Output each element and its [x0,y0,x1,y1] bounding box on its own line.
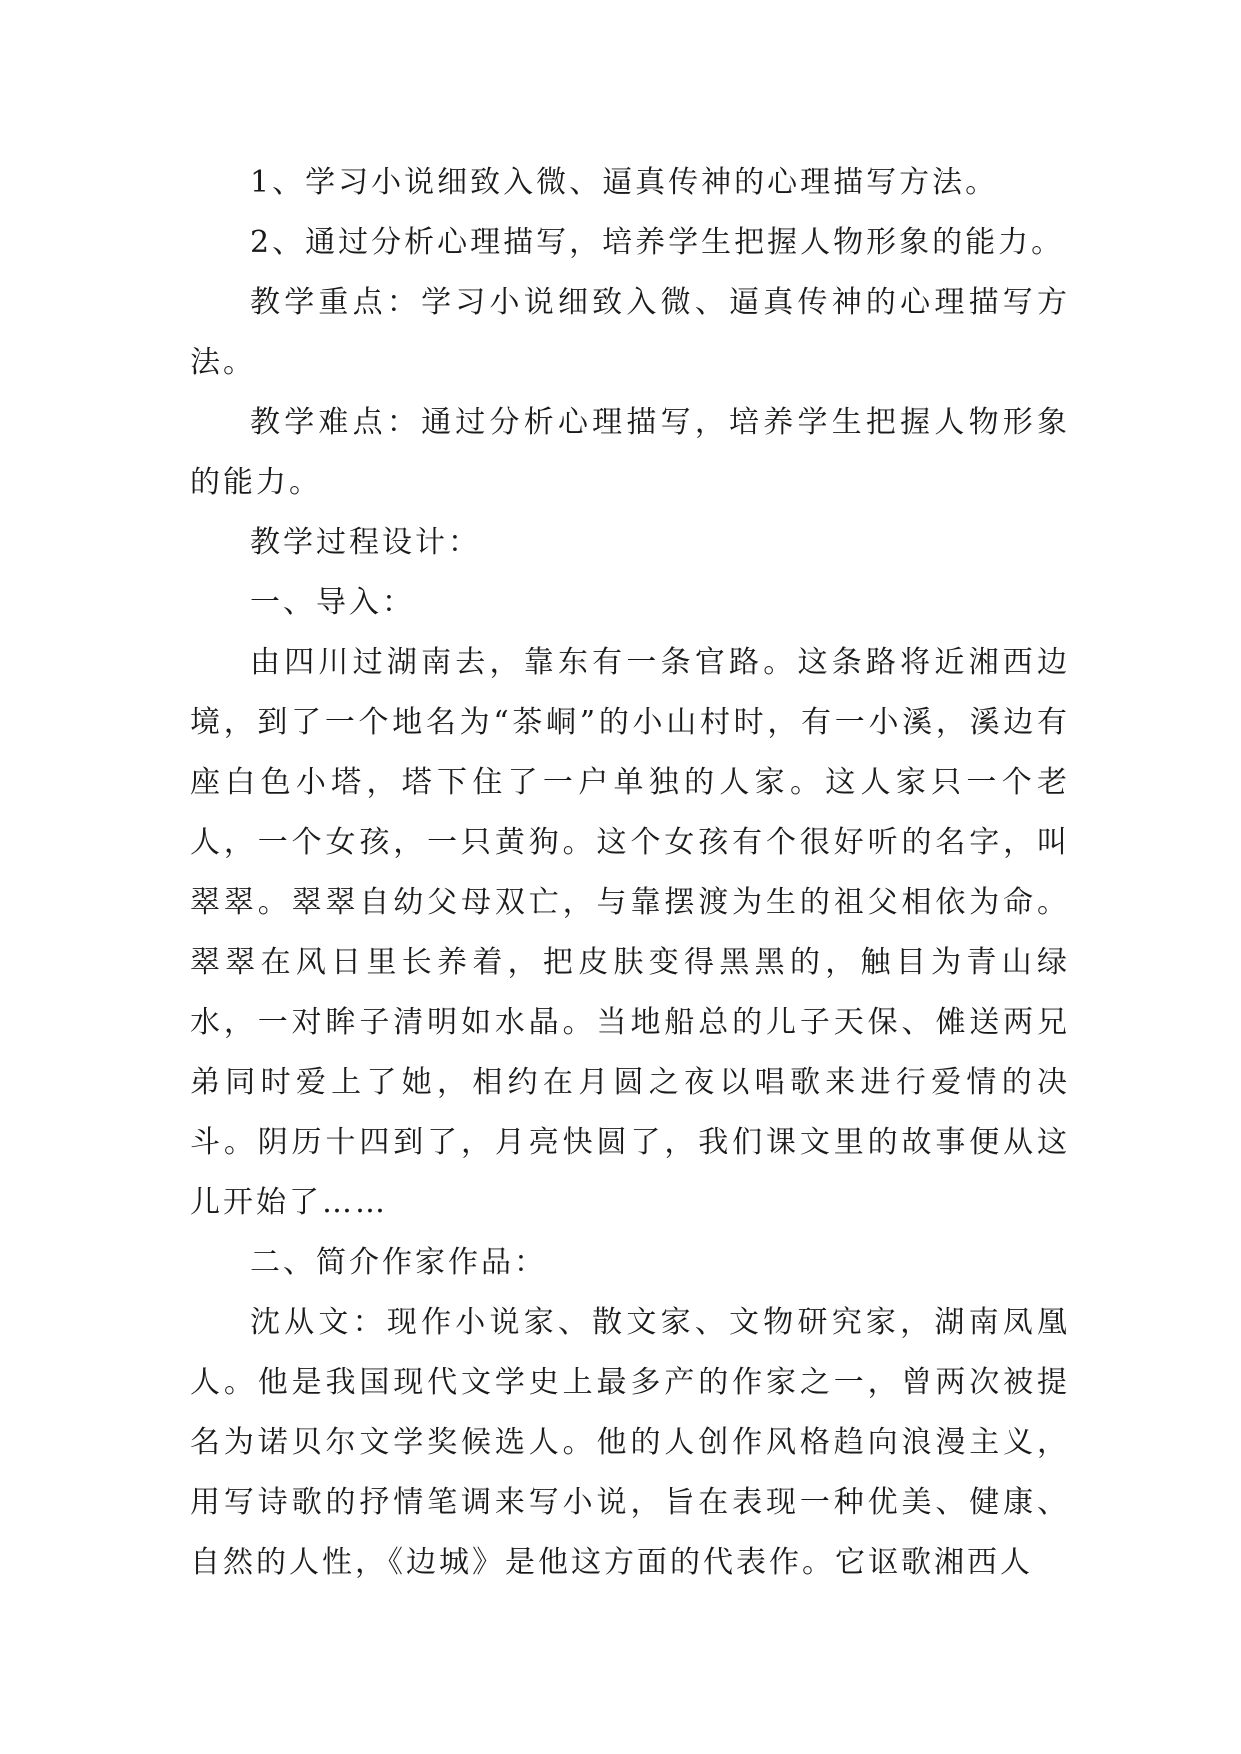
teaching-focus: 教学重点：学习小说细致入微、逼真传神的心理描写方法。 [190,285,1070,380]
introduction-paragraph: 由四川过湖南去，靠东有一条官路。这条路将近湘西边境，到了一个地名为“茶峒”的小山村时，有一小溪，溪边有座白色小塔，塔下住了一户单独的人家。这人家只一个老人，一个女孩，一只黄狗。这个女孩有个很好听的名字，叫翠翠。翠翠自幼父母双亡，与靠摆渡为生的祖父相依为命。翠翠在风日里长养着，把皮肤变得黑黑的，触目为青山绿水，一对眸子清明如水晶。当地船总的儿子天保、傩送两兄弟同时爱上了她，相约在月圆之夜以唱歌来进行爱情的决斗。阴历十四到了，月亮快圆了，我们课文里的故事便从这儿开始了…… [190,645,1070,1220]
process-heading: 教学过程设计： [250,525,481,560]
section-introduction-heading: 一、导入： [250,585,415,620]
teaching-difficulty: 教学难点：通过分析心理描写，培养学生把握人物形象的能力。 [190,405,1070,500]
section-author-heading: 二、简介作家作品： [250,1245,547,1280]
objective-2: 2、通过分析心理描写，培养学生把握人物形象的能力。 [250,225,1065,260]
objective-1: 1、学习小说细致入微、逼真传神的心理描写方法。 [250,165,999,200]
document-body [190,153,1070,1593]
author-paragraph: 沈从文：现作小说家、散文家、文物研究家，湖南凤凰人。他是我国现代文学史上最多产的作家之一，曾两次被提名为诺贝尔文学奖候选人。他的人创作风格趋向浪漫主义，用写诗歌的抒情笔调来写小说，旨在表现一种优美、健康、自然的人性，《边城》是他这方面的代表作。它讴歌湘西人 [190,1305,1070,1580]
